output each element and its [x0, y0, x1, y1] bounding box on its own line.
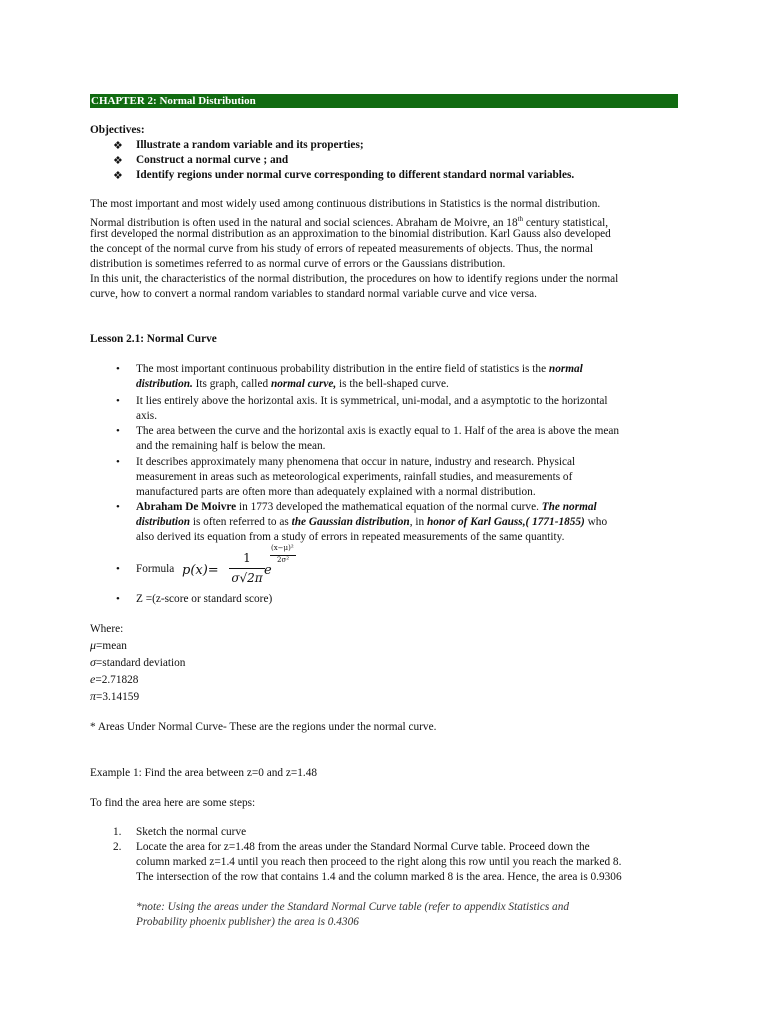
where-item: π=3.14159 — [90, 689, 140, 703]
areas-note: * Areas Under Normal Curve- These are the regions under the normal curve. — [90, 721, 437, 733]
lesson-bullet-line: measurement in areas such as meteorological experiments, rainfall studies, and measurements of — [136, 471, 573, 483]
normal-pdf-formula — [182, 546, 302, 592]
bullet-icon: • — [116, 425, 120, 437]
step-number: 2. — [113, 841, 122, 853]
step-text: Sketch the normal curve — [136, 826, 247, 838]
step-text: column marked z=1.4 until you reach then proceed to the right along this row until you reach the marked 8. — [136, 856, 622, 868]
table-note: Probability phoenix publisher) the area is 0.4306 — [136, 916, 359, 928]
intro-line: Normal distribution is often used in the natural and social sciences. Abraham de Moivre, an 18th century statistical, — [90, 215, 609, 229]
chapter-title-bar: CHAPTER 2: Normal Distribution — [90, 94, 678, 108]
objective-item: Construct a normal curve ; and — [136, 154, 289, 166]
objectives-heading: Objectives: — [90, 124, 145, 136]
step-text: The intersection of the row that contains 1.4 and the column marked 8 is the area. Hence, the area is 0.9306 — [136, 871, 622, 883]
table-note: *note: Using the areas under the Standard Normal Curve table (refer to appendix Statistics and — [136, 901, 569, 913]
bullet-icon: • — [116, 456, 120, 468]
bullet-icon: • — [116, 563, 120, 575]
lesson-heading: Lesson 2.1: Normal Curve — [90, 333, 217, 345]
where-item: e=2.71828 — [90, 672, 139, 686]
lesson-bullet-line: It lies entirely above the horizontal axis. It is symmetrical, uni-modal, and a asymptotic to the horizontal — [136, 395, 608, 407]
step-number: 1. — [113, 826, 122, 838]
bullet-icon: • — [116, 593, 120, 605]
lesson-bullet-line: also derived its equation from a study of errors in repeated measurements of the same quantity. — [136, 531, 565, 543]
diamond-bullet-icon: ❖ — [113, 170, 123, 182]
intro-line: first developed the normal distribution as an approximation to the binomial distribution. Karl Gauss also developed — [90, 228, 611, 240]
where-heading: Where: — [90, 623, 124, 635]
intro-line: distribution is sometimes referred to as normal curve of errors or the Gaussians distribution. — [90, 258, 506, 270]
bullet-icon: • — [116, 363, 120, 375]
lesson-bullet-line: distribution. Its graph, called normal curve, is the bell-shaped curve. — [136, 378, 449, 390]
intro-line: curve, how to convert a normal random variables to standard normal variable curve and vice versa. — [90, 288, 537, 300]
lesson-bullet-line: manufactured parts are often more than adequately explained with a normal distribution. — [136, 486, 536, 498]
bullet-icon: • — [116, 501, 120, 513]
z-score-definition: Z =(z-score or standard score) — [136, 593, 273, 605]
steps-intro: To find the area here are some steps: — [90, 797, 256, 809]
formula-exponent-num: (x−μ)² — [271, 544, 294, 552]
objective-item: Illustrate a random variable and its properties; — [136, 139, 364, 151]
lesson-bullet-line: The area between the curve and the horizontal axis is exactly equal to 1. Half of the area is above the mean — [136, 425, 620, 437]
lesson-bullet-line: and the remaining half is below the mean. — [136, 440, 326, 452]
formula-denominator: σ√2π — [231, 571, 263, 585]
intro-line: In this unit, the characteristics of the normal distribution, the procedures on how to identify regions under the normal — [90, 273, 619, 285]
lesson-bullet-line: The most important continuous probability distribution in the entire field of statistics is the normal — [136, 363, 583, 375]
formula-label: Formula — [136, 563, 175, 575]
lesson-bullet-line: It describes approximately many phenomena that occur in nature, industry and research. Physical — [136, 456, 576, 468]
diamond-bullet-icon: ❖ — [113, 155, 123, 167]
lesson-bullet-line: axis. — [136, 410, 158, 422]
diamond-bullet-icon: ❖ — [113, 140, 123, 152]
objective-item: Identify regions under normal curve corresponding to different standard normal variables. — [136, 169, 575, 181]
bullet-icon: • — [116, 395, 120, 407]
where-item: μ=mean — [90, 638, 127, 652]
where-item: σ=standard deviation — [90, 655, 186, 669]
formula-exponent-den: 2σ² — [277, 556, 290, 564]
example-title: Example 1: Find the area between z=0 and z=1.48 — [90, 767, 317, 779]
lesson-bullet-line: distribution is often referred to as the Gaussian distribution, in honor of Karl Gauss,( 1771-1855) who — [136, 516, 608, 528]
intro-line: the concept of the normal curve from his study of errors of repeated measurements of objects. Thus, the normal — [90, 243, 593, 255]
lesson-bullet-line: Abraham De Moivre in 1773 developed the mathematical equation of the normal curve. The normal — [136, 501, 597, 513]
formula-fraction-bar — [229, 568, 265, 569]
formula-lhs: p(x)= — [182, 563, 219, 578]
formula-base-e: e — [264, 563, 272, 578]
formula-numerator: 1 — [243, 551, 251, 565]
intro-line: The most important and most widely used among continuous distributions in Statistics is the normal distribution. — [90, 198, 601, 210]
step-text: Locate the area for z=1.48 from the areas under the Standard Normal Curve table. Proceed down the — [136, 841, 590, 853]
